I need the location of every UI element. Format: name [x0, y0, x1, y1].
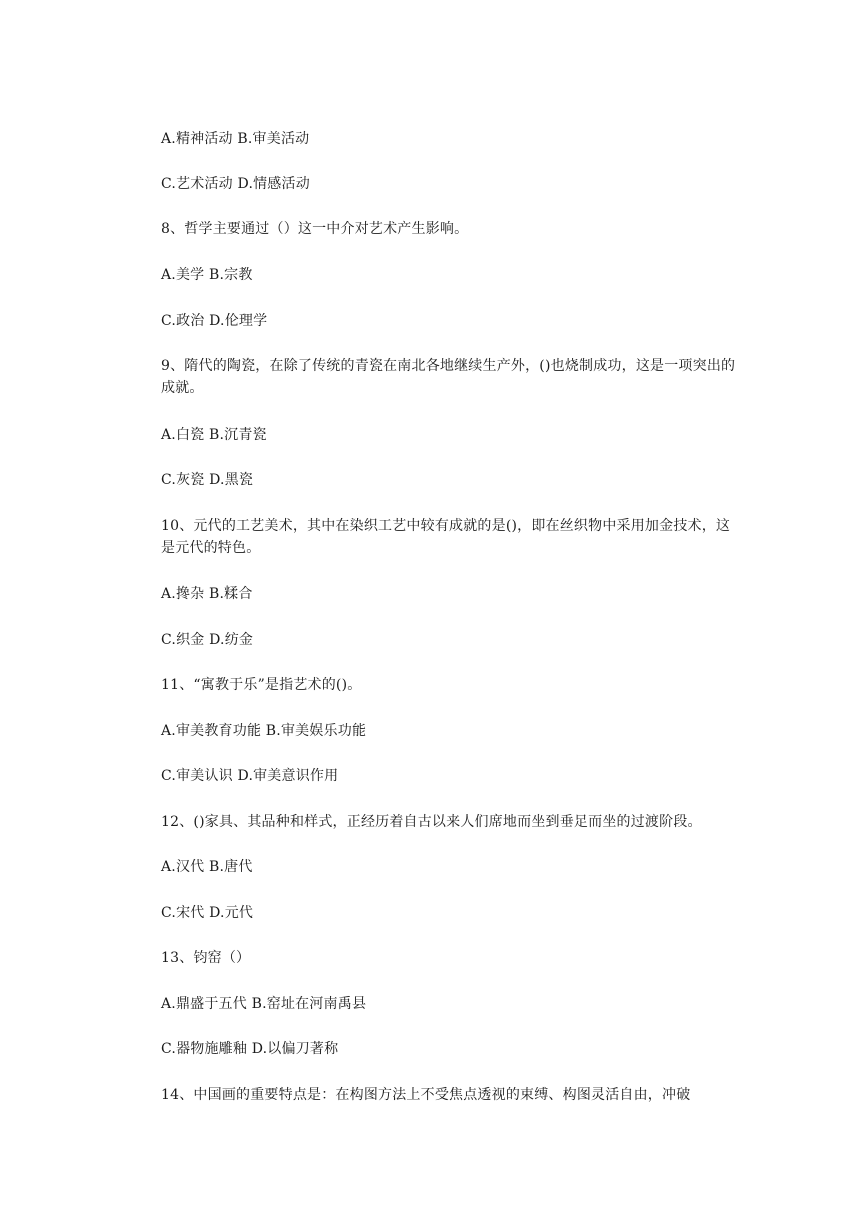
question-12: 12、()家具、其品种和样式，正经历着自古以来人们席地而坐到垂足而坐的过渡阶段。: [161, 814, 702, 830]
q10-options-cd: C.织金 D.纺金: [161, 632, 254, 648]
q9-options-cd: C.灰瓷 D.黑瓷: [161, 472, 254, 488]
question-10: 10、元代的工艺美术，其中在染织工艺中较有成就的是()，即在丝织物中采用加金技术，这是元代的特色。: [161, 518, 731, 556]
question-14: 14、中国画的重要特点是：在构图方法上不受焦点透视的束缚、构图灵活自由，冲破: [161, 1087, 691, 1103]
q8-options-ab: A.美学 B.宗教: [161, 267, 253, 283]
question-13: 13、钧窑（）: [161, 950, 251, 966]
q9-options-ab: A.白瓷 B.沉青瓷: [161, 427, 267, 443]
q12-options-ab: A.汉代 B.唐代: [161, 859, 253, 875]
q10-options-ab: A.搀杂 B.糅合: [161, 586, 253, 602]
question-11: 11、“寓教于乐”是指艺术的()。: [161, 677, 362, 693]
q8-options-cd: C.政治 D.伦理学: [161, 313, 268, 329]
q11-options-cd: C.审美认识 D.审美意识作用: [161, 768, 339, 784]
q13-options-ab: A.鼎盛于五代 B.窑址在河南禹县: [161, 996, 367, 1012]
q13-options-cd: C.器物施雕釉 D.以偏刀著称: [161, 1041, 339, 1057]
q12-options-cd: C.宋代 D.元代: [161, 905, 254, 921]
question-8: 8、哲学主要通过（）这一中介对艺术产生影响。: [161, 221, 469, 237]
q7-options-ab: A.精神活动 B.审美活动: [161, 131, 310, 147]
question-9: 9、隋代的陶瓷，在除了传统的青瓷在南北各地继续生产外，()也烧制成功，这是一项突出的成就。: [161, 358, 736, 396]
q11-options-ab: A.审美教育功能 B.审美娱乐功能: [161, 723, 367, 739]
q7-options-cd: C.艺术活动 D.情感活动: [161, 176, 310, 192]
